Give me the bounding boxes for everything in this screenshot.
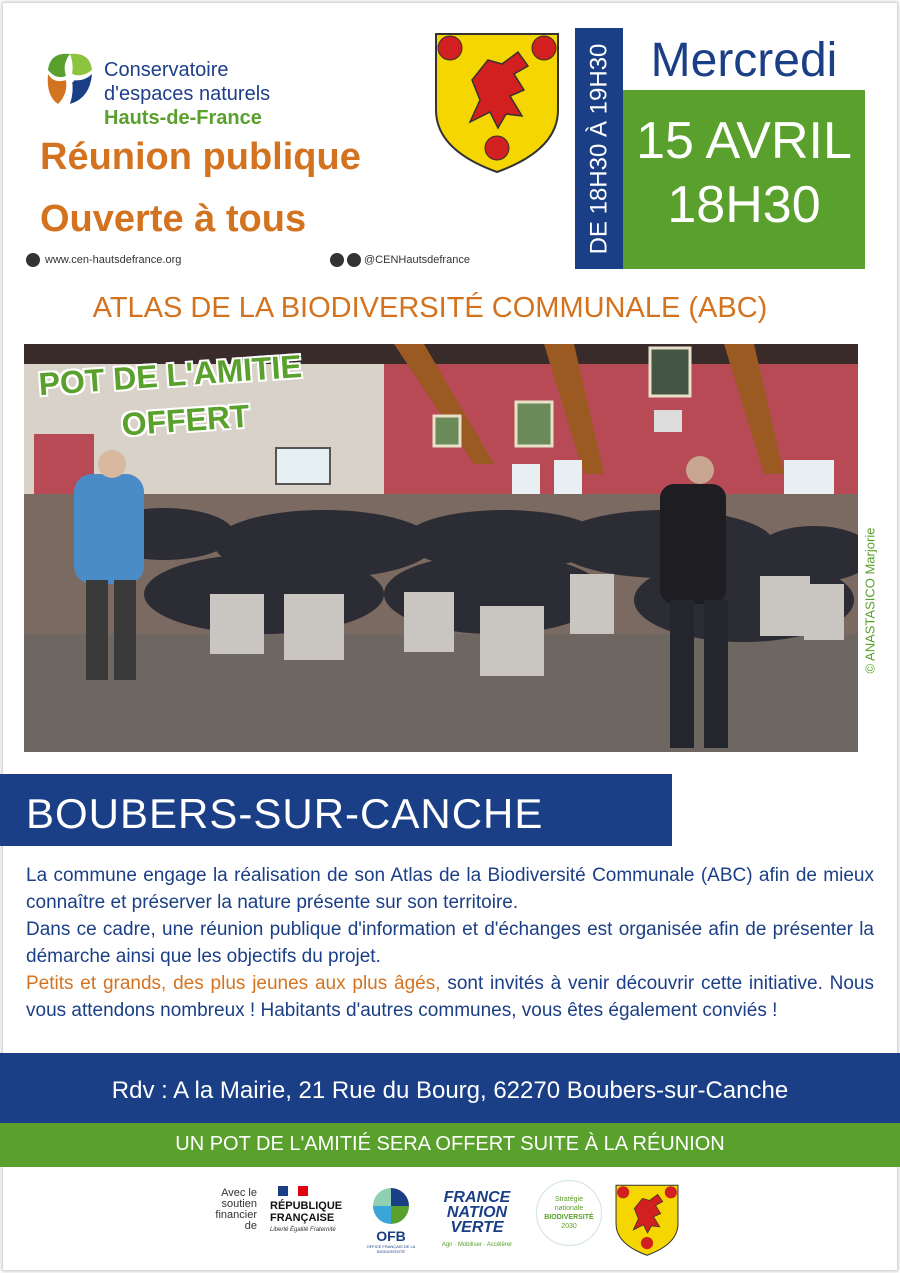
france-nation-verte-logo	[436, 1190, 518, 1253]
headline-reunion: Réunion publique	[40, 136, 361, 178]
ofb-logo	[366, 1188, 416, 1254]
strategie-biodiversite-logo	[536, 1180, 602, 1246]
rf-line-1: RÉPUBLIQUE	[270, 1200, 343, 1212]
snb-line-1: Stratégie	[554, 1196, 584, 1203]
coat-of-arms-small-icon	[614, 1182, 680, 1258]
paragraph-3	[26, 970, 874, 1024]
web-icon	[26, 253, 40, 267]
paragraph-1: La commune engage la réalisation de son Atlas de la Biodiversité Communale (ABC) afin de mieux connaître et préserver la nature présente sur son territoire.	[26, 865, 874, 913]
body-text	[26, 862, 874, 1024]
date-day-month: 15 AVRIL	[636, 112, 852, 170]
fnv-line-3: VERTE	[450, 1219, 504, 1236]
snb-line-4: 2030	[561, 1223, 577, 1230]
fnv-line-2: NATION	[446, 1204, 508, 1221]
soutien-label: Avec le soutien financier de	[215, 1187, 257, 1232]
snb-line-3: BIODIVERSITÉ	[544, 1214, 594, 1221]
rendezvous-banner: Rdv : A la Mairie, 21 Rue du Bourg, 62270 Boubers-sur-Canche	[0, 1053, 900, 1123]
fnv-line-1: FRANCE	[443, 1189, 511, 1206]
town-banner: BOUBERS-SUR-CANCHE	[0, 774, 672, 846]
pot-amitie-overlay	[37, 343, 306, 453]
pot-overlay-line-1: POT DE L'AMITIE	[37, 347, 303, 403]
ofb-text: OFB	[376, 1228, 406, 1244]
time-range-text: DE 18H30 À 19H30	[585, 43, 613, 254]
paragraph-3-highlight: Petits et grands, des plus jeunes aux plus âgés,	[26, 973, 441, 994]
headline-ouverte: Ouverte à tous	[40, 198, 307, 240]
instagram-icon	[347, 253, 361, 267]
cen-logo-text	[104, 58, 270, 130]
facebook-icon	[330, 253, 344, 267]
website-row[interactable]	[26, 253, 181, 267]
ofb-circle-icon	[373, 1188, 409, 1224]
logo-line-3: Hauts-de-France	[104, 107, 262, 129]
ofb-sub: OFFICE FRANÇAIS DE LA BIODIVERSITÉ	[366, 1244, 416, 1254]
paragraph-3-rest: sont invités à venir découvrir cette initiative. Nous vous attendons nombreux ! Habitants d'autres communes, vous êtes également conviés !	[26, 973, 874, 1021]
website-link[interactable]: www.cen-hautsdefrance.org	[45, 254, 182, 266]
pot-amitie-banner: UN POT DE L'AMITIÉ SERA OFFERT SUITE À LA RÉUNION	[0, 1123, 900, 1167]
rf-line-2: FRANÇAISE	[270, 1212, 335, 1224]
paragraph-2: Dans ce cadre, une réunion publique d'information et d'échanges est organisée afin de présenter la démarche ainsi que les objectifs du projet.	[26, 919, 874, 967]
logo-line-2: d'espaces naturels	[104, 83, 271, 105]
cen-logo-icon	[44, 48, 96, 108]
time-range	[575, 28, 623, 269]
weekday: Mercredi	[623, 28, 865, 90]
pot-overlay-line-2: OFFERT	[120, 397, 251, 443]
french-flag-icon	[278, 1186, 308, 1196]
coat-of-arms-icon	[432, 30, 562, 175]
rf-motto: Liberté Égalité Fraternité	[270, 1227, 336, 1233]
social-row[interactable]	[330, 253, 470, 267]
photo-credit-text: © ANASTASICO Marjorie	[862, 527, 878, 673]
date-box	[623, 90, 865, 269]
date-time: 18H30	[667, 176, 821, 234]
snb-line-2: nationale	[554, 1205, 584, 1212]
republique-francaise-logo	[270, 1186, 355, 1234]
photo-credit	[860, 500, 880, 700]
fnv-sub: Agir · Mobiliser · Accélérer	[441, 1242, 513, 1248]
atlas-title: ATLAS DE LA BIODIVERSITÉ COMMUNALE (ABC)	[92, 292, 768, 324]
logo-line-1: Conservatoire	[104, 59, 229, 81]
social-handle[interactable]: @CENHautsdefrance	[364, 254, 470, 266]
